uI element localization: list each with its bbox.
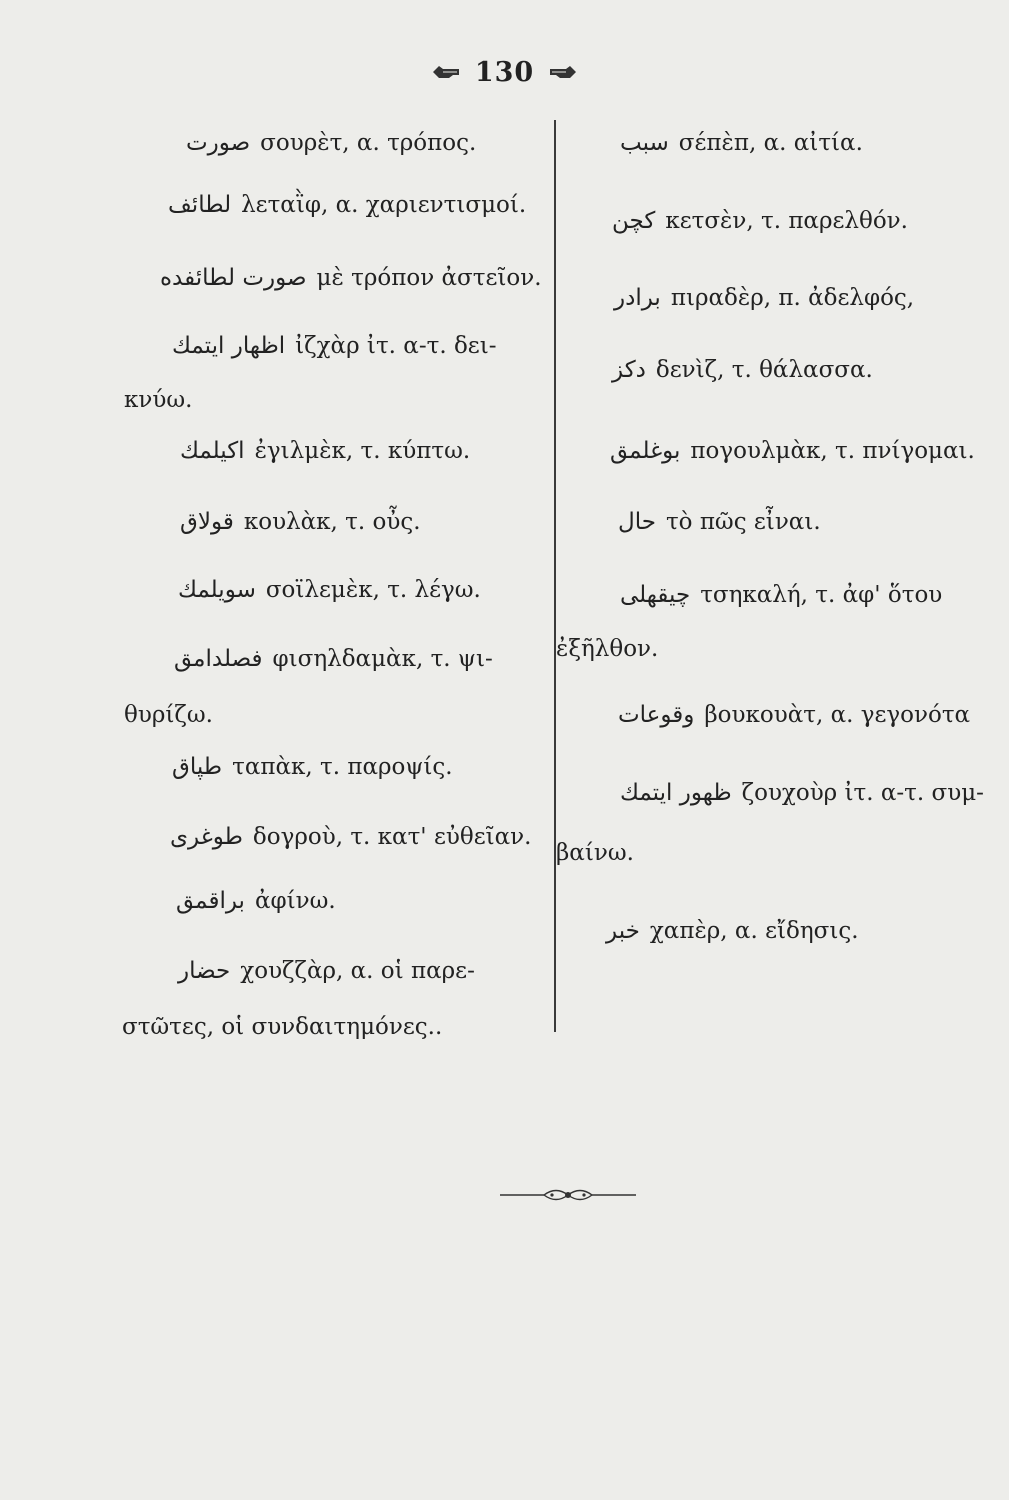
greek-definition: πογουλμὰκ, τ. πνίγομαι. bbox=[690, 438, 975, 464]
dictionary-entry bbox=[180, 507, 421, 537]
dictionary-entry bbox=[612, 206, 908, 236]
greek-definition: δενὶζ, τ. θάλασσα. bbox=[655, 357, 873, 383]
greek-definition: τὸ πῶς εἶναι. bbox=[665, 509, 821, 535]
dictionary-entry bbox=[180, 436, 470, 466]
greek-definition: σέπὲπ, α. αἰτία. bbox=[678, 130, 863, 156]
arabic-term: طوغرى bbox=[170, 824, 243, 850]
dictionary-entry bbox=[172, 331, 497, 361]
arabic-term: خبر bbox=[606, 918, 640, 944]
arabic-term: فصلدامق bbox=[174, 646, 263, 672]
dictionary-entry bbox=[178, 956, 475, 986]
greek-definition: ἀφίνω. bbox=[254, 888, 336, 914]
greek-definition: σουρὲτ, α. τρόπος. bbox=[260, 130, 477, 156]
dictionary-entry bbox=[170, 822, 531, 852]
greek-definition: κουλὰκ, τ. οὖς. bbox=[243, 509, 421, 535]
page-number: 130 bbox=[474, 56, 535, 88]
dictionary-entry bbox=[618, 700, 970, 730]
arabic-term: ظهور ايتمك bbox=[620, 780, 732, 806]
arabic-term: برادر bbox=[614, 285, 661, 311]
greek-definition: τσηκαλή, τ. ἀφ' ὅτου bbox=[700, 582, 943, 608]
dictionary-entry bbox=[186, 128, 476, 158]
dictionary-entry bbox=[178, 575, 481, 605]
entry-continuation: κνύω. bbox=[124, 387, 193, 413]
pointing-hand-left-icon bbox=[431, 65, 461, 79]
arabic-term: اظهار ايتمك bbox=[172, 333, 286, 359]
dictionary-entry bbox=[620, 580, 942, 610]
greek-definition: λεταῒφ, α. χαριεντισμοί. bbox=[241, 192, 527, 218]
arabic-term: طپاق bbox=[172, 754, 223, 780]
dictionary-entry bbox=[168, 190, 526, 220]
pointing-hand-right-icon bbox=[548, 65, 578, 79]
greek-definition: χαπὲρ, α. εἴδησις. bbox=[649, 918, 859, 944]
entry-continuation: βαίνω. bbox=[556, 840, 634, 866]
page-header bbox=[0, 52, 1009, 92]
arabic-term: صورت bbox=[186, 130, 251, 156]
arabic-term: وقوعات bbox=[618, 702, 695, 728]
dictionary-entry bbox=[606, 916, 859, 946]
entry-continuation: στῶτες, οἱ συνδαιτημόνες.. bbox=[122, 1014, 443, 1040]
arabic-term: قولاق bbox=[180, 509, 234, 535]
arabic-term: دكز bbox=[612, 357, 646, 383]
arabic-term: براقمق bbox=[176, 888, 245, 914]
arabic-term: حضار bbox=[178, 958, 231, 984]
entry-continuation: θυρίζω. bbox=[124, 702, 213, 728]
dictionary-entry bbox=[176, 886, 336, 916]
greek-definition: χουζζὰρ, α. οἱ παρε- bbox=[240, 958, 475, 984]
greek-definition: κετσὲν, τ. παρελθόν. bbox=[665, 208, 908, 234]
arabic-term: لطائف bbox=[168, 192, 232, 218]
dictionary-entry bbox=[620, 128, 863, 158]
greek-definition: μὲ τρόπον ἀστεῖον. bbox=[316, 265, 542, 291]
greek-definition: βουκουὰτ, α. γεγονότα bbox=[704, 702, 971, 728]
dictionary-entry bbox=[614, 283, 914, 313]
dictionary-entry bbox=[160, 263, 542, 293]
greek-definition: φισηλδαμὰκ, τ. ψι- bbox=[272, 646, 493, 672]
greek-definition: ζουχοὺρ ἰτ. α-τ. συμ- bbox=[741, 780, 984, 806]
closing-ornament-icon bbox=[500, 1184, 636, 1206]
greek-definition: ἰζχὰρ ἰτ. α-τ. δει- bbox=[295, 333, 497, 359]
arabic-term: سويلمك bbox=[178, 577, 256, 603]
greek-definition: ἐγιλμὲκ, τ. κύπτω. bbox=[254, 438, 471, 464]
arabic-term: چيقهلى bbox=[620, 582, 691, 608]
greek-definition: δογροὺ, τ. κατ' εὐθεῖαν. bbox=[252, 824, 532, 850]
arabic-term: صورت لطائفده bbox=[160, 265, 307, 291]
greek-definition: σοϊλεμὲκ, τ. λέγω. bbox=[265, 577, 481, 603]
dictionary-entry bbox=[610, 436, 975, 466]
dictionary-entry bbox=[620, 778, 984, 808]
greek-definition: ταπὰκ, τ. παροψίς. bbox=[232, 754, 453, 780]
arabic-term: حال bbox=[618, 509, 656, 535]
dictionary-entry bbox=[618, 507, 821, 537]
arabic-term: سبب bbox=[620, 130, 669, 156]
dictionary-entry bbox=[174, 644, 493, 674]
entry-continuation: ἐξῆλθον. bbox=[556, 636, 659, 662]
arabic-term: اكيلمك bbox=[180, 438, 245, 464]
dictionary-entry bbox=[172, 752, 453, 782]
dictionary-entry bbox=[612, 355, 873, 385]
arabic-term: كچن bbox=[612, 208, 656, 234]
greek-definition: πιραδὲρ, π. ἀδελφός, bbox=[670, 285, 915, 311]
arabic-term: بوغلمق bbox=[610, 438, 681, 464]
column-divider bbox=[554, 120, 556, 1032]
